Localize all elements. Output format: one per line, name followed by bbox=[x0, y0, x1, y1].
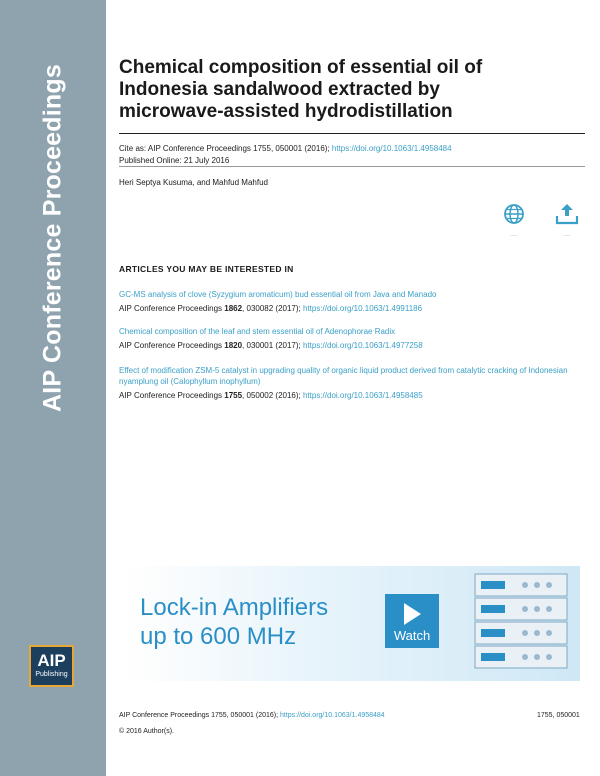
related-article-doi-link[interactable]: https://doi.org/10.1063/1.4977258 bbox=[302, 341, 423, 350]
related-article-doi-link[interactable]: https://doi.org/10.1063/1.4958485 bbox=[302, 391, 423, 400]
related-article-title[interactable]: Effect of modification ZSM-5 catalyst in upgrading quality of organic liquid product derived from catalytic cracking of Indonesian nyamplung oil (Calophyllum inophyllum) bbox=[119, 366, 568, 386]
watch-button[interactable] bbox=[385, 594, 439, 648]
advertisement-banner[interactable] bbox=[125, 566, 580, 681]
ad-headline bbox=[140, 593, 328, 651]
related-article-citation bbox=[119, 390, 569, 401]
export-citation-button[interactable] bbox=[543, 202, 591, 237]
citation-volume: 1862 bbox=[224, 304, 243, 313]
logo-sub-text: Publishing bbox=[35, 671, 68, 678]
copyright: © 2016 Author(s). bbox=[119, 728, 174, 735]
meta-divider bbox=[119, 166, 585, 167]
play-icon bbox=[404, 603, 421, 625]
citation-text: AIP Conference Proceedings bbox=[119, 304, 225, 313]
related-article-doi-link[interactable]: https://doi.org/10.1063/1.4991186 bbox=[302, 304, 423, 313]
citation-pages: , 030082 (2017); bbox=[242, 304, 303, 313]
related-article bbox=[119, 289, 569, 314]
aip-publishing-logo[interactable] bbox=[29, 645, 74, 687]
related-article-citation bbox=[119, 340, 569, 351]
footer-page-number: 1755, 050001 bbox=[537, 712, 580, 719]
footer-citation-text: AIP Conference Proceedings 1755, 050001 (2016); bbox=[119, 712, 279, 719]
globe-icon bbox=[502, 202, 526, 226]
citation-doi-link[interactable]: https://doi.org/10.1063/1.4958484 bbox=[331, 144, 452, 153]
footer-citation bbox=[119, 712, 385, 719]
related-article-title[interactable]: GC-MS analysis of clove (Syzygium aromaticum) bud essential oil from Java and Manado bbox=[119, 290, 437, 299]
export-citation-caption: —— bbox=[563, 233, 571, 237]
sidebar bbox=[0, 0, 106, 776]
logo-main-text: AIP bbox=[37, 651, 66, 670]
published-date: Published Online: 21 July 2016 bbox=[119, 156, 230, 165]
citation-line bbox=[119, 144, 452, 153]
journal-title: AIP Conference Proceedings bbox=[38, 64, 67, 412]
citation-text: AIP Conference Proceedings bbox=[119, 341, 225, 350]
lock-in-amplifier-illustration bbox=[465, 568, 575, 680]
citation-text: AIP Conference Proceedings bbox=[119, 391, 225, 400]
related-article-title[interactable]: Chemical composition of the leaf and stem essential oil of Adenophorae Radix bbox=[119, 327, 396, 336]
related-articles-heading: ARTICLES YOU MAY BE INTERESTED IN bbox=[119, 264, 294, 274]
title-divider bbox=[119, 133, 585, 134]
view-online-button[interactable] bbox=[490, 202, 538, 237]
view-online-caption: —— bbox=[510, 233, 518, 237]
related-article bbox=[119, 365, 569, 401]
ad-headline-line: up to 600 MHz bbox=[140, 623, 297, 650]
citation-text: Cite as: AIP Conference Proceedings 1755, 050001 (2016); bbox=[119, 144, 330, 153]
author-list: Heri Septya Kusuma, and Mahfud Mahfud bbox=[119, 178, 268, 187]
related-article-citation bbox=[119, 303, 569, 314]
watch-label: Watch bbox=[393, 628, 431, 643]
ad-headline-line: Lock-in Amplifiers bbox=[140, 594, 329, 621]
citation-volume: 1820 bbox=[224, 341, 243, 350]
citation-pages: , 050002 (2016); bbox=[242, 391, 303, 400]
article-title: Chemical composition of essential oil of Indonesia sandalwood extracted by microwave-assisted hydrodistillation bbox=[119, 57, 483, 122]
citation-pages: , 030001 (2017); bbox=[242, 341, 303, 350]
footer-doi-link[interactable]: https://doi.org/10.1063/1.4958484 bbox=[280, 712, 385, 719]
related-article bbox=[119, 326, 569, 351]
citation-volume: 1755 bbox=[224, 391, 243, 400]
share-icon bbox=[554, 202, 580, 226]
